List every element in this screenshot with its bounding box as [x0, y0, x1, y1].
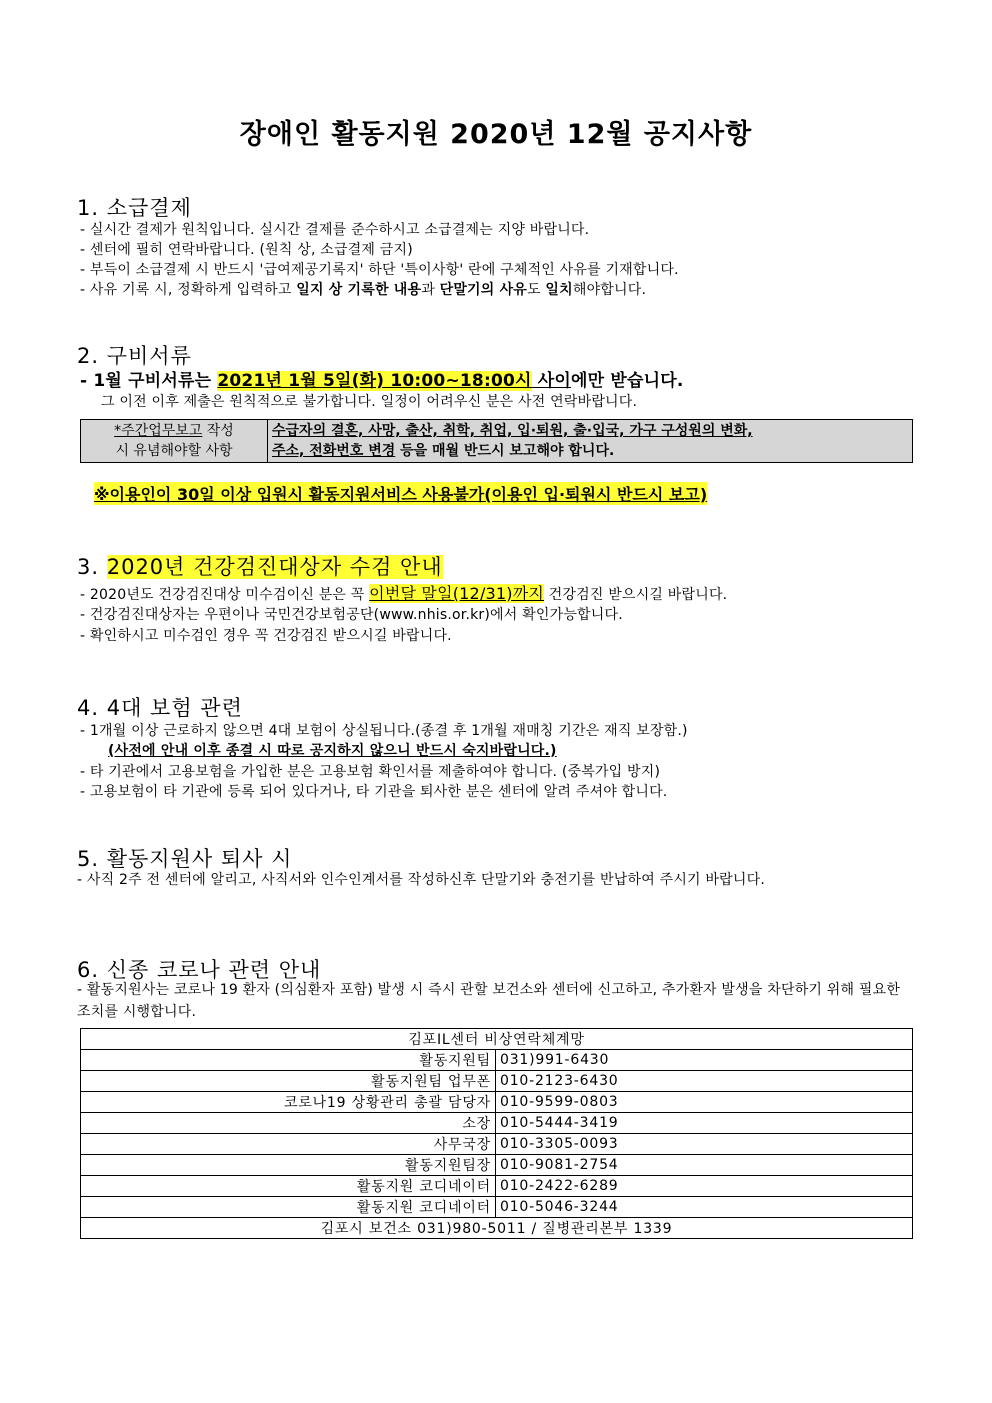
table-row [81, 1155, 913, 1176]
deadline-highlight: 이번달 말일(12/31)까지 [369, 584, 545, 603]
contact-role: 활동지원 코디네이터 [81, 1197, 496, 1218]
table-row [81, 1197, 913, 1218]
contact-role: 활동지원 코디네이터 [81, 1176, 496, 1197]
contact-role: 활동지원팀 [81, 1050, 496, 1071]
contact-phone: 010-9081-2754 [496, 1155, 913, 1176]
table-row [81, 1134, 913, 1155]
document-title: 장애인 활동지원 2020년 12월 공지사항 [239, 119, 753, 150]
hospitalization-notice: ※이용인이 30일 이상 입원시 활동지원서비스 사용불가(이용인 입·퇴원시 반드시 보고) [94, 482, 707, 505]
section-4-heading: 4. 4대 보험 관련 [77, 696, 243, 720]
contact-phone: 031)991-6430 [496, 1050, 913, 1071]
contact-role: 사무국장 [81, 1134, 496, 1155]
section-2-heading: 2. 구비서류 [77, 344, 192, 368]
table-row [81, 1092, 913, 1113]
section-1-line-1: - 실시간 결제가 원칙입니다. 실시간 결제를 준수하시고 소급결제는 지양 바랍니다. [80, 222, 590, 238]
section-4-line-2: (사전에 안내 이후 종결 시 따로 공지하지 않으니 반드시 숙지바랍니다.) [108, 743, 557, 759]
section-1-line-2: - 센터에 필히 연락바랍니다. (원칙 상, 소급결제 금지) [80, 242, 413, 258]
section-3-heading: 3. 2020년 건강검진대상자 수검 안내 [77, 555, 443, 579]
contact-role: 코로나19 상황관리 총괄 담당자 [81, 1092, 496, 1113]
table-row [81, 1071, 913, 1092]
section-4-line-1: - 1개월 이상 근로하지 않으면 4대 보험이 상실됩니다.(종결 후 1개월 재매칭 기간은 재직 보장함.) [80, 723, 688, 739]
contact-table-title: 김포IL센터 비상연락체계망 [81, 1029, 913, 1050]
section-4-line-4: - 고용보험이 타 기관에 등록 되어 있다거나, 타 기관을 퇴사한 분은 센터에 알려 주셔야 합니다. [80, 784, 668, 800]
section-1-heading: 1. 소급결제 [77, 196, 192, 220]
section-6-heading: 6. 신종 코로나 관련 안내 [77, 958, 322, 982]
weekly-report-label: *주간업무보고 작성 시 유념해야할 사항 [81, 420, 268, 463]
contact-role: 소장 [81, 1113, 496, 1134]
table-row [81, 1176, 913, 1197]
section-3-line-3: - 확인하시고 미수검인 경우 꼭 건강검진 받으시길 바랍니다. [80, 628, 452, 644]
submission-date-highlight: 2021년 1월 5일(화) 10:00~18:00시 [217, 371, 532, 391]
section-5-heading: 5. 활동지원사 퇴사 시 [77, 847, 293, 871]
section-2-line-1: - 1월 구비서류는 2021년 1월 5일(화) 10:00~18:00시 사이에만 받습니다. [80, 371, 684, 391]
section-3-line-2: - 건강검진대상자는 우편이나 국민건강보험공단(www.nhis.or.kr)에서 확인가능합니다. [80, 607, 623, 623]
contact-phone: 010-2123-6430 [496, 1071, 913, 1092]
section-4-line-3: - 타 기관에서 고용보험을 가입한 분은 고용보험 확인서를 제출하여야 합니다. (중복가입 방지) [80, 764, 661, 780]
section-1-line-3: - 부득이 소급결제 시 반드시 '급여제공기록지' 하단 '특이사항' 란에 구체적인 사유를 기재합니다. [80, 262, 679, 278]
section-1-line-4: - 사유 기록 시, 정확하게 입력하고 일지 상 기록한 내용과 단말기의 사유도 일치해야합니다. [80, 282, 647, 298]
contact-phone: 010-2422-6289 [496, 1176, 913, 1197]
table-row [81, 1113, 913, 1134]
contact-phone: 010-5046-3244 [496, 1197, 913, 1218]
contact-phone: 010-9599-0803 [496, 1092, 913, 1113]
contact-role: 활동지원팀 업무폰 [81, 1071, 496, 1092]
contact-role: 활동지원팀장 [81, 1155, 496, 1176]
table-row [81, 1050, 913, 1071]
section-2-line-2: 그 이전 이후 제출은 원칙적으로 불가합니다. 일정이 어려우신 분은 사전 연락바랍니다. [101, 394, 638, 410]
section-3-line-1: - 2020년도 건강검진대상 미수검이신 분은 꼭 이번달 말일(12/31)까지 건강검진 받으시길 바랍니다. [80, 584, 728, 603]
contact-phone: 010-5444-3419 [496, 1113, 913, 1134]
weekly-report-box [80, 419, 913, 463]
section-5-text: - 사직 2주 전 센터에 알리고, 사직서와 인수인계서를 작성하신후 단말기와 충전기를 반납하여 주시기 바랍니다. [77, 872, 765, 888]
emergency-contact-table [80, 1028, 913, 1239]
contact-phone: 010-3305-0093 [496, 1134, 913, 1155]
weekly-report-content: 수급자의 결혼, 사망, 출산, 취학, 취업, 입·퇴원, 출·입국, 가구 구성원의 변화, 주소, 전화번호 변경 등을 매월 반드시 보고해야 합니다. [268, 420, 913, 463]
contact-table-footer: 김포시 보건소 031)980-5011 / 질병관리본부 1339 [81, 1218, 913, 1239]
section-6-text: - 활동지원사는 코로나 19 환자 (의심환자 포함) 발생 시 즉시 관할 보건소와 센터에 신고하고, 추가환자 발생을 차단하기 위해 필요한 조치를 시행합니다. [77, 982, 901, 1020]
